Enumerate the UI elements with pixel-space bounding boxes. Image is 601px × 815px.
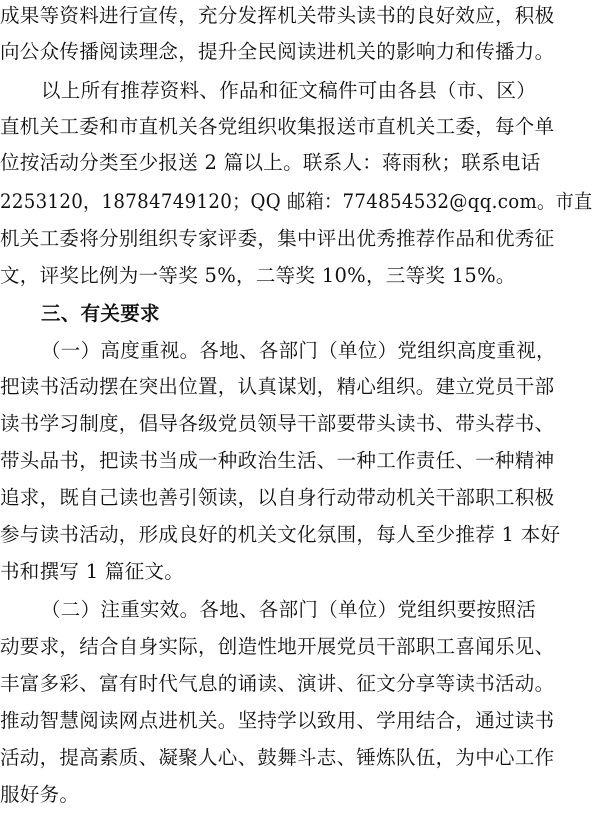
paragraph-3-line-2: 把读书活动摆在突出位置，认真谋划，精心组织。建立党员干部 [0, 375, 555, 398]
paragraph-3-line-1: （一）高度重视。各地、各部门（单位）党组织高度重视， [41, 339, 556, 362]
paragraph-2-line-2: 直机关工委和市直机关各党组织收集报送市直机关工委，每个单 [0, 115, 555, 138]
paragraph-4-line-3: 丰富多彩、富有时代气息的诵读、演讲、征文分享等读书活动。 [0, 672, 555, 695]
paragraph-3-line-4: 带头品书，把读书当成一种政治生活、一种工作责任、一种精神 [0, 449, 555, 472]
paragraph-4-line-1: （二）注重实效。各地、各部门（单位）党组织要按照活 [41, 598, 537, 621]
paragraph-1-line-2: 向公众传播阅读理念，提升全民阅读进机关的影响力和传播力。 [0, 40, 555, 63]
paragraph-3-line-5: 追求，既自己读也善引领读，以自身行动带动机关干部职工积极 [0, 486, 555, 509]
paragraph-1-line-1: 成果等资料进行宣传，充分发挥机关带头读书的良好效应，积极 [0, 4, 555, 27]
paragraph-3-line-3: 读书学习制度，倡导各级党员领导干部要带头读书、带头荐书、 [0, 412, 555, 435]
paragraph-2-line-5: 机关工委将分别组织专家评委，集中评出优秀推荐作品和优秀征 [0, 227, 555, 250]
paragraph-4-line-4: 推动智慧阅读网点进机关。坚持学以致用、学用结合，通过读书 [0, 709, 555, 732]
paragraph-4-line-2: 动要求，结合自身实际，创造性地开展党员干部职工喜闻乐见、 [0, 635, 555, 658]
paragraph-2-line-6: 文，评奖比例为一等奖 5%，二等奖 10%，三等奖 15%。 [0, 264, 516, 287]
paragraph-4-line-5: 活动，提高素质、凝聚人心、鼓舞斗志、锤炼队伍，为中心工作 [0, 746, 555, 769]
paragraph-3-line-6: 参与读书活动，形成良好的机关文化氛围，每人至少推荐 1 本好 [0, 523, 561, 546]
paragraph-2-line-3: 位按活动分类至少报送 2 篇以上。联系人：蒋雨秋；联系电话 [0, 151, 541, 174]
paragraph-3-line-7: 书和撰写 1 篇征文。 [0, 560, 185, 583]
paragraph-2-line-4: 2253120，18784749120；QQ 邮箱：774854532@qq.com。市直 [0, 190, 593, 213]
section-heading: 三、有关要求 [41, 302, 160, 325]
paragraph-2-line-1: 以上所有推荐资料、作品和征文稿件可由各县（市、区） [41, 79, 537, 102]
paragraph-4-line-6: 服好务。 [0, 783, 80, 806]
